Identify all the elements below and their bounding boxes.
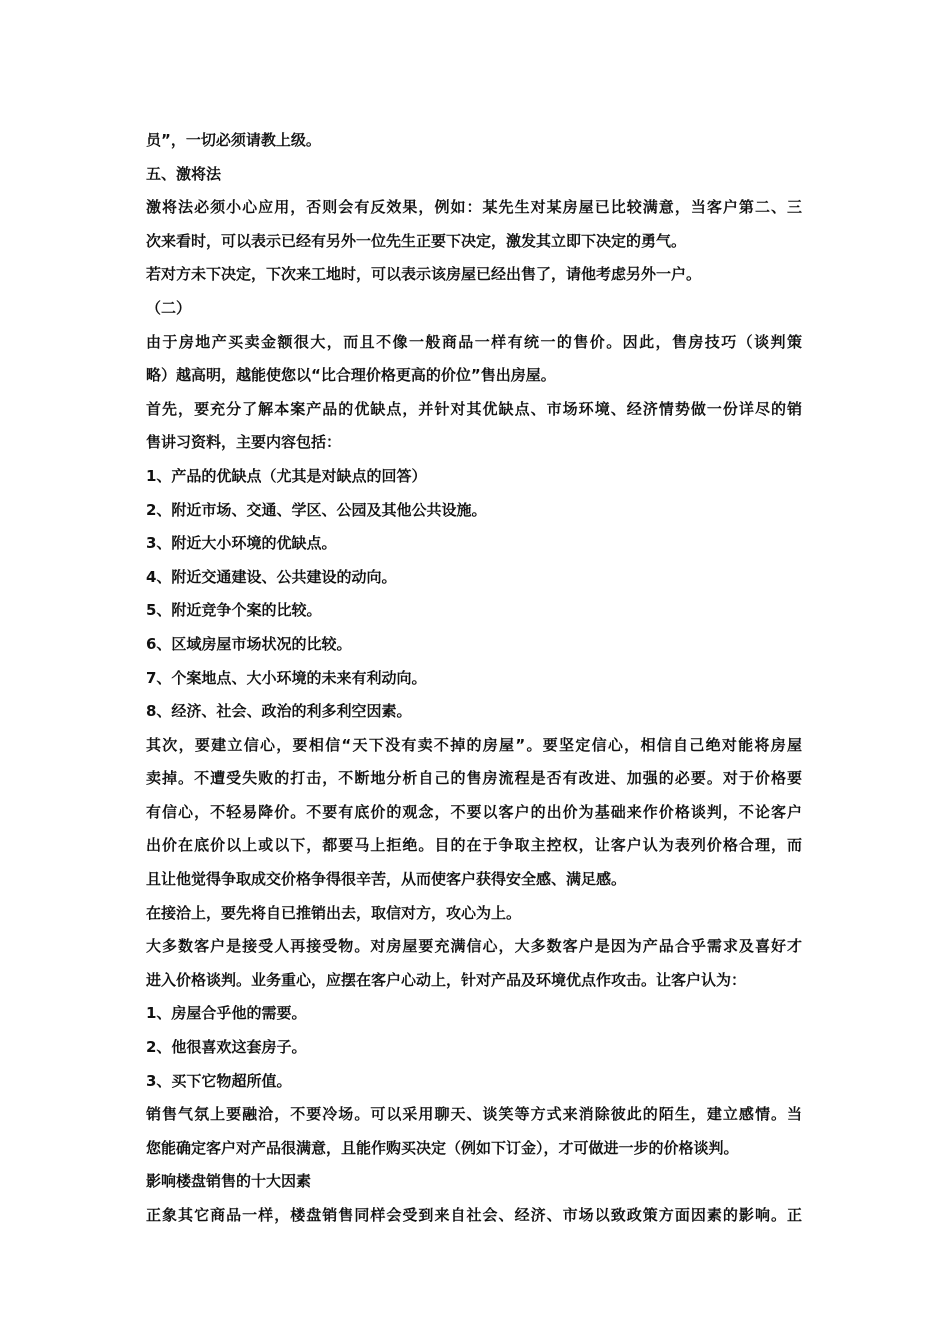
section-heading: 五、激将法 — [146, 164, 222, 183]
list-item: 6、区域房屋市场状况的比较。 — [146, 634, 352, 653]
body-line: 售讲习资料，主要内容包括： — [146, 433, 342, 452]
body-line: 若对方未下决定，下次来工地时，可以表示该房屋已经出售了，请他考虑另外一户。 — [146, 265, 702, 284]
body-line: 销售气氛上要融洽，不要冷场。可以采用聊天、谈笑等方式来消除彼此的陌生，建立感情。当 — [146, 1105, 802, 1124]
body-line: 略）越高明，越能使您以“比合理价格更高的价位”售出房屋。 — [146, 366, 556, 385]
section-heading: （二） — [146, 298, 192, 317]
body-line: 大多数客户是接受人再接受物。对房屋要充满信心，大多数客户是因为产品合乎需求及喜好才 — [146, 937, 802, 956]
body-line: 由于房地产买卖金额很大，而且不像一般商品一样有统一的售价。因此，售房技巧（谈判策 — [146, 332, 802, 351]
list-item: 2、他很喜欢这套房子。 — [146, 1038, 307, 1057]
body-line: 卖掉。不遭受失败的打击，不断地分析自己的售房流程是否有改进、加强的必要。对于价格要 — [146, 769, 802, 788]
body-line: 激将法必须小心应用，否则会有反效果，例如：某先生对某房屋已比较满意，当客户第二、三 — [146, 198, 802, 217]
list-item: 2、附近市场、交通、学区、公园及其他公共设施。 — [146, 500, 487, 519]
section-heading: 影响楼盘销售的十大因素 — [146, 1172, 312, 1191]
list-item: 3、附近大小环境的优缺点。 — [146, 534, 337, 553]
body-line: 且让他觉得争取成交价格争得很辛苦，从而使客户获得安全感、满足感。 — [146, 870, 627, 889]
body-line: 进入价格谈判。业务重心，应摆在客户心动上，针对产品及环境优点作攻击。让客户认为： — [146, 970, 747, 989]
document-body — [146, 124, 802, 1233]
body-line: 您能确定客户对产品很满意，且能作购买决定（例如下订金），才可做进一步的价格谈判。 — [146, 1138, 739, 1157]
list-item: 5、附近竞争个案的比较。 — [146, 601, 322, 620]
body-line: 其次，要建立信心，要相信“天下没有卖不掉的房屋”。要坚定信心，相信自己绝对能将房屋 — [146, 735, 802, 754]
list-item: 3、买下它物超所值。 — [146, 1071, 292, 1090]
body-line: 次来看时，可以表示已经有另外一位先生正要下决定，激发其立即下决定的勇气。 — [146, 231, 687, 250]
body-line: 出价在底价以上或以下，都要马上拒绝。目的在于争取主控权，让客户认为表列价格合理，而 — [146, 836, 802, 855]
body-line: 正象其它商品一样，楼盘销售同样会受到来自社会、经济、市场以致政策方面因素的影响。正 — [146, 1206, 802, 1224]
list-item: 4、附近交通建设、公共建设的动向。 — [146, 567, 397, 586]
list-item: 8、经济、社会、政治的利多利空因素。 — [146, 702, 412, 721]
list-item: 7、个案地点、大小环境的未来有利动向。 — [146, 668, 427, 687]
list-item: 1、产品的优缺点（尤其是对缺点的回答） — [146, 466, 427, 485]
body-line: 首先，要充分了解本案产品的优缺点，并针对其优缺点、市场环境、经济情势做一份详尽的销 — [146, 399, 802, 418]
body-line: 员”，一切必须请教上级。 — [146, 131, 321, 149]
body-line: 有信心，不轻易降价。不要有底价的观念，不要以客户的出价为基础来作价格谈判，不论客户 — [146, 802, 802, 821]
body-line: 在接洽上，要先将自已推销出去，取信对方，攻心为上。 — [146, 903, 522, 922]
list-item: 1、房屋合乎他的需要。 — [146, 1004, 307, 1023]
